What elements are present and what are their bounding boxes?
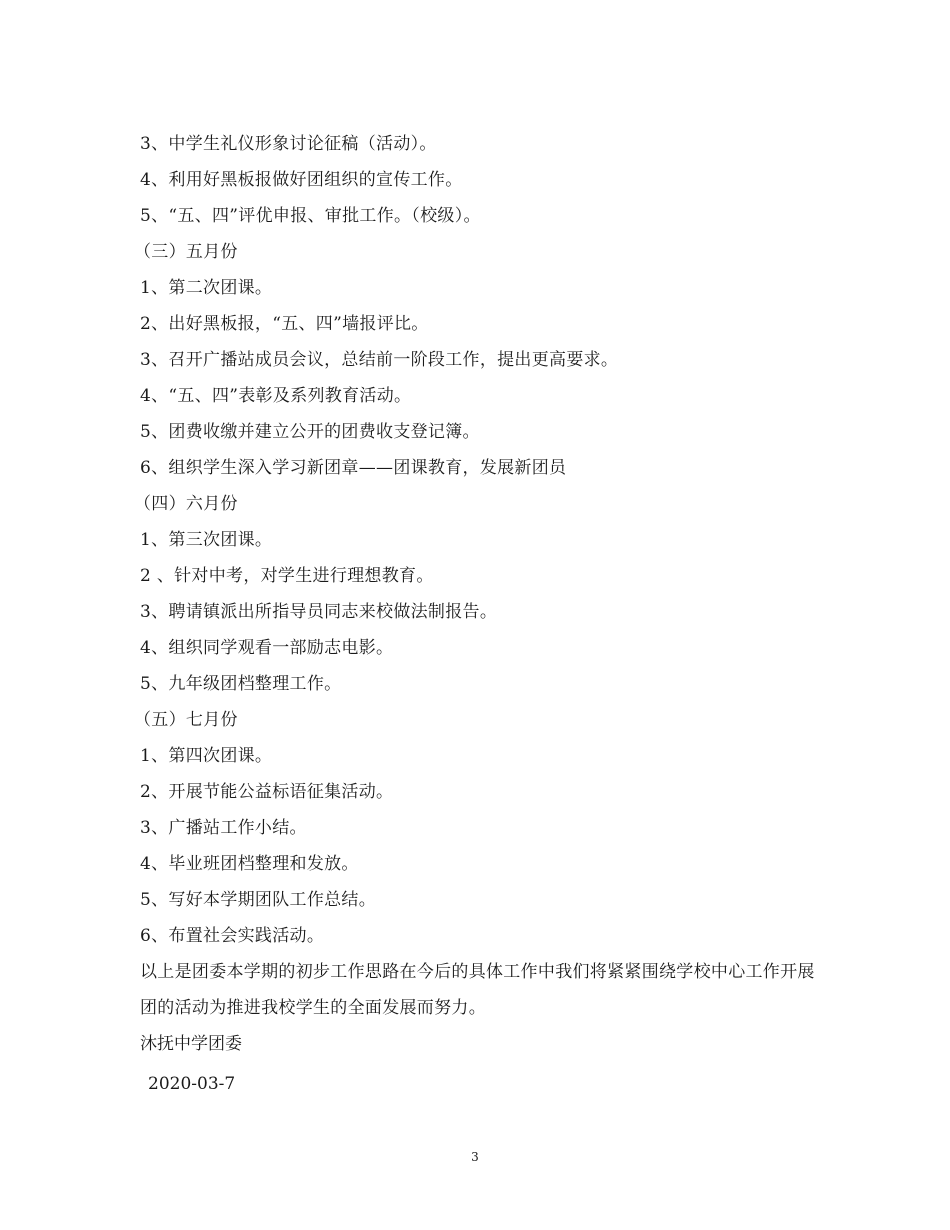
list-item: 1、第四次团课。 <box>140 746 273 766</box>
list-item: 4、利用好黑板报做好团组织的宣传工作。 <box>140 170 463 190</box>
list-item: 3、中学生礼仪形象讨论征稿（活动）。 <box>140 134 437 154</box>
list-item: 6、组织学生深入学习新团章——团课教育，发展新团员 <box>140 458 567 478</box>
list-item: 6、布置社会实践活动。 <box>140 926 325 946</box>
list-item: 4、毕业班团档整理和发放。 <box>140 854 359 874</box>
closing-paragraph: 以上是团委本学期的初步工作思路在今后的具体工作中我们将紧紧围绕学校中心工作开展团的活动为推进我校学生的全面发展而努力。 <box>140 962 815 1018</box>
list-item: 5、九年级团档整理工作。 <box>140 674 342 694</box>
list-item: 4、组织同学观看一部励志电影。 <box>140 638 394 658</box>
list-item: 3、广播站工作小结。 <box>140 818 307 838</box>
signature: 沐抚中学团委 <box>140 1034 242 1054</box>
document-body <box>134 126 840 1102</box>
list-item: 3、聘请镇派出所指导员同志来校做法制报告。 <box>140 602 498 622</box>
list-item: 2、开展节能公益标语征集活动。 <box>140 782 394 802</box>
list-item: 1、第三次团课。 <box>140 530 273 550</box>
list-item: 5、团费收缴并建立公开的团费收支登记簿。 <box>140 422 480 442</box>
list-item: 1、第二次团课。 <box>140 278 273 298</box>
section-heading: （四）六月份 <box>134 494 238 514</box>
list-item: 3、召开广播站成员会议，总结前一阶段工作，提出更高要求。 <box>140 350 619 370</box>
document-lines <box>134 126 840 954</box>
page-number: 3 <box>471 1150 479 1164</box>
section-heading: （三）五月份 <box>134 242 238 262</box>
list-item: 2、出好黑板报，“五、四”墙报评比。 <box>140 314 429 334</box>
list-item: 2 、针对中考，对学生进行理想教育。 <box>140 566 434 586</box>
document-date: 2020-03-7 <box>148 1074 236 1094</box>
section-heading: （五）七月份 <box>134 710 238 730</box>
list-item: 4、“五、四”表彰及系列教育活动。 <box>140 386 412 406</box>
list-item: 5、写好本学期团队工作总结。 <box>140 890 377 910</box>
list-item: 5、“五、四”评优申报、审批工作。（校级）。 <box>140 206 481 226</box>
